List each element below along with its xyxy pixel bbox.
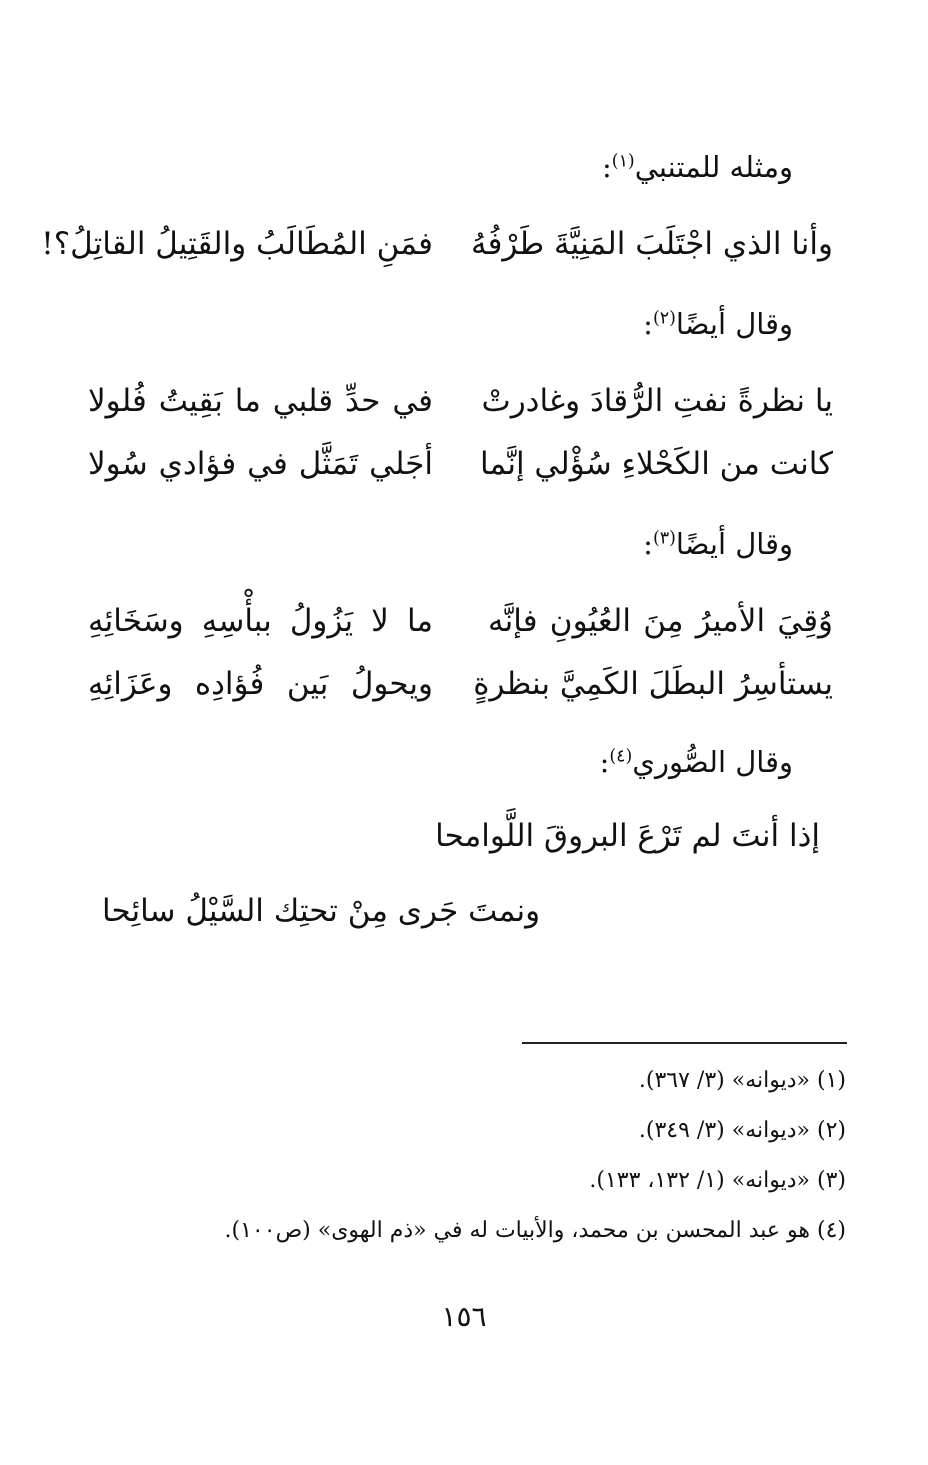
- footnote-text: «ديوانه» (٣/ ٣٤٩).: [638, 1118, 810, 1143]
- verse-2-right: يا نظرةً نفتِ الرُّقادَ وغادرتْ: [481, 383, 833, 419]
- footnote-1: [639, 1068, 846, 1093]
- footnote-4: [225, 1218, 846, 1243]
- verse-5-right: يستأسِرُ البطَلَ الكَمِيَّ بنظرةٍ: [473, 666, 833, 702]
- footnote-text: هو عبد المحسن بن محمد، والأبيات له في «ذم الهوى» (ص١٠٠).: [224, 1218, 810, 1243]
- verse-3-left: أجَلي تَمَثَّل في فؤادي سُولا: [88, 446, 433, 482]
- footnote-rule: [522, 1042, 847, 1044]
- footnote-text: «ديوانه» (٣/ ٣٦٧).: [638, 1068, 810, 1093]
- footnote-number: (١): [816, 1068, 846, 1093]
- footnote-ref: (١): [611, 151, 635, 172]
- footnote-ref: (٤): [609, 746, 633, 767]
- colon: :: [601, 150, 612, 184]
- intro-text: وقال أيضًا: [675, 527, 793, 561]
- footnote-3: [589, 1168, 846, 1193]
- intro-text: وقال الصُّوري: [632, 745, 793, 779]
- verse-2-left: في حدِّ قلبي ما بَقِيتُ فُلولا: [88, 383, 433, 419]
- footnote-ref: (٢): [652, 308, 676, 329]
- verse-1-right: وأنا الذي اجْتَلَبَ المَنِيَّةَ طَرْفُهُ: [470, 226, 833, 262]
- colon: :: [643, 307, 653, 341]
- verse-3-right: كانت من الكَحْلاءِ سُؤْلي إنَّما: [479, 446, 833, 482]
- page-number: ١٥٦: [441, 1300, 487, 1333]
- footnote-number: (٤): [816, 1218, 846, 1243]
- intro-line-3: [643, 527, 793, 561]
- colon: :: [599, 745, 610, 779]
- intro-text: وقال أيضًا: [675, 307, 793, 341]
- verse-1-left: فمَنِ المُطَالَبُ والقَتِيلُ القاتِلُ؟!: [41, 226, 433, 262]
- intro-text: ومثله للمتنبي: [634, 150, 793, 184]
- footnote-text: «ديوانه» (١/ ١٣٢، ١٣٣).: [589, 1168, 810, 1193]
- footnote-2: [639, 1118, 846, 1143]
- verse-5-left: ويحولُ بَين فُؤادِه وعَزَائِهِ: [88, 666, 433, 702]
- colon: :: [643, 527, 653, 561]
- verse-6-first: إذا أنتَ لم تَرْعَ البروقَ اللَّوامحا: [435, 818, 820, 854]
- intro-line-1: [602, 150, 793, 184]
- intro-line-4: [600, 745, 793, 779]
- footnote-ref: (٣): [652, 528, 676, 549]
- footnote-number: (٢): [816, 1118, 846, 1143]
- verse-4-left: ما لا يَزُولُ ببأْسِهِ وسَخَائِهِ: [88, 603, 433, 639]
- footnote-number: (٣): [816, 1168, 846, 1193]
- intro-line-2: [643, 307, 793, 341]
- verse-6-second: ونمتَ جَرى مِنْ تحتِك السَّيْلُ سائِحا: [102, 893, 541, 929]
- verse-4-right: وُقِيَ الأميرُ مِنَ العُيُونِ فإنَّه: [488, 603, 833, 639]
